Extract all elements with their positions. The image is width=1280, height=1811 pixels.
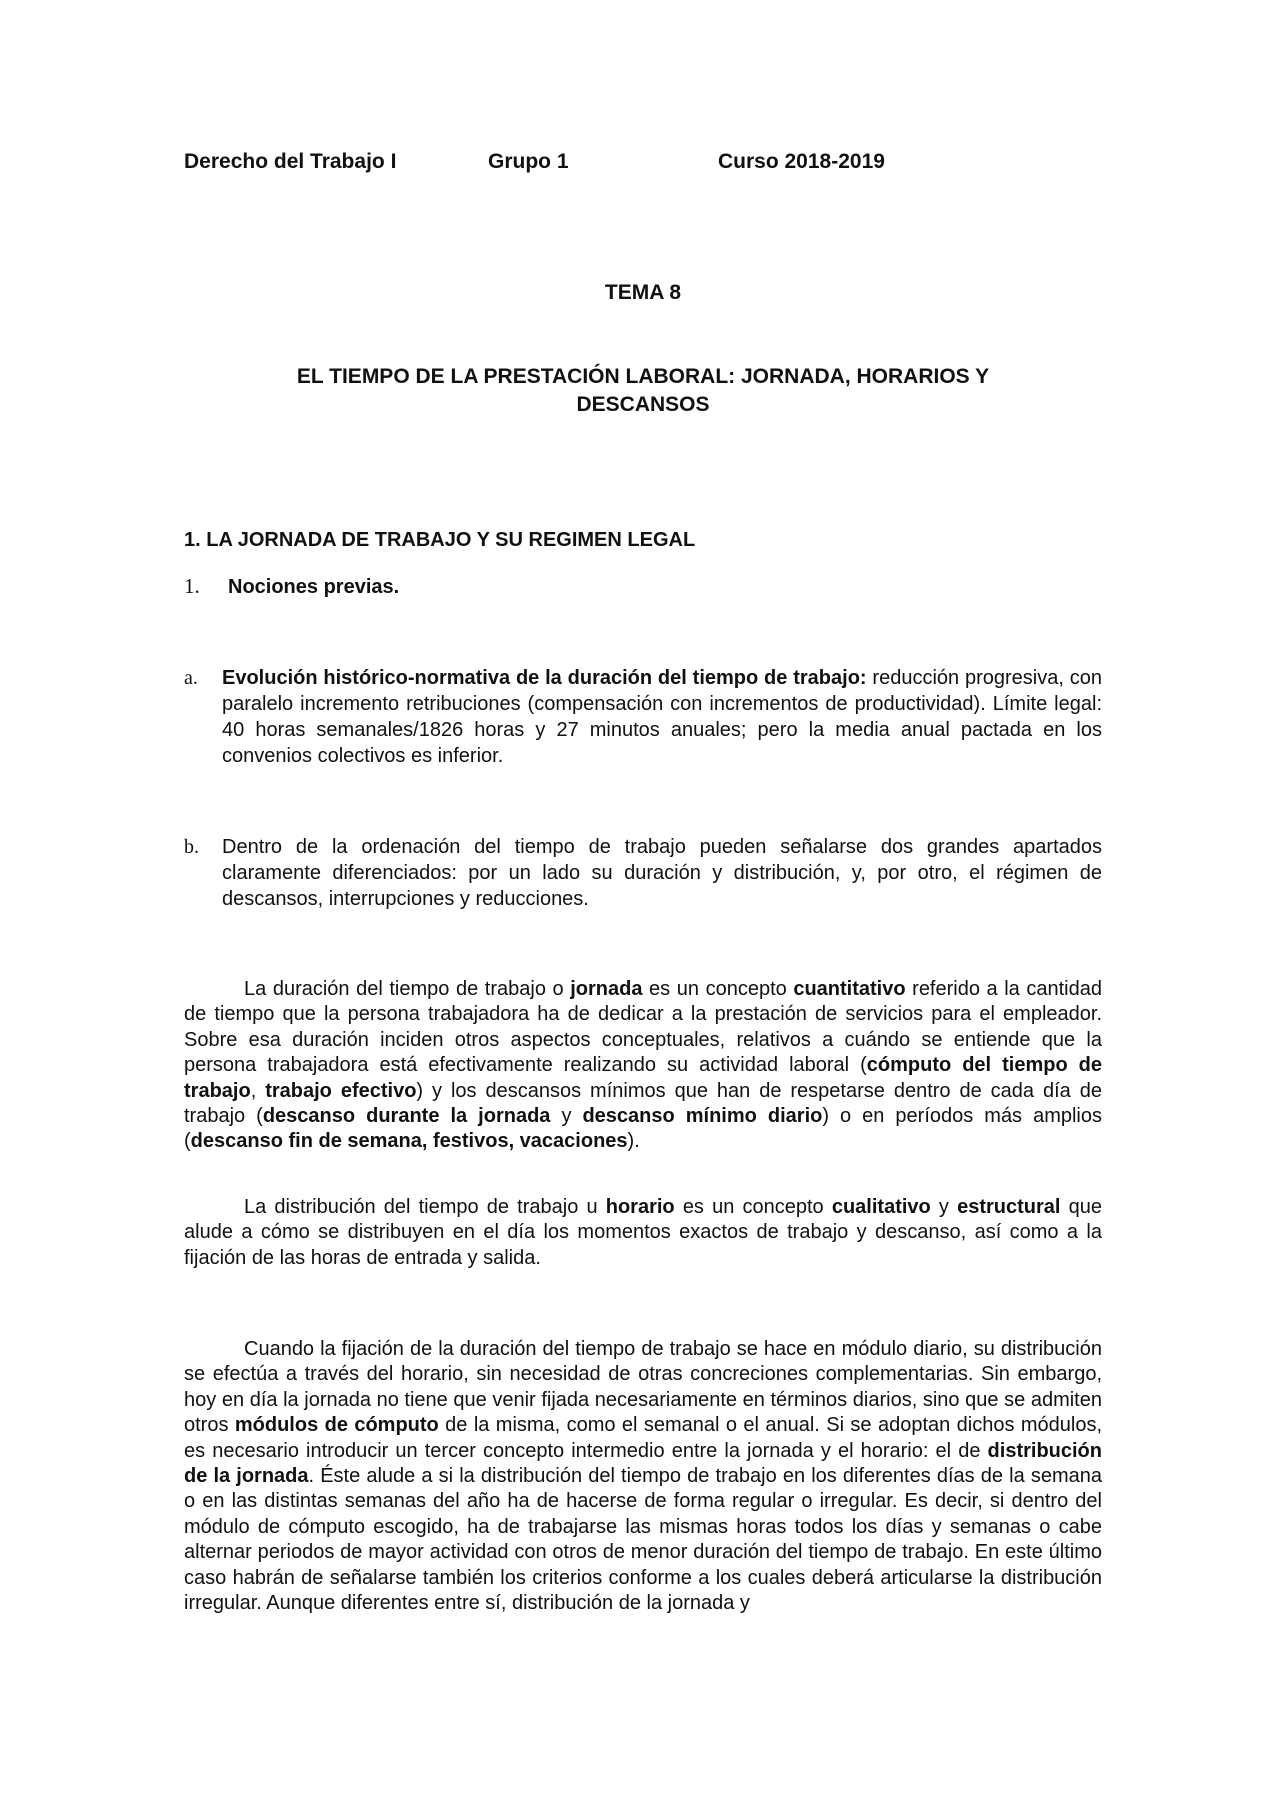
text-run: y (930, 1196, 958, 1218)
tema-heading: TEMA 8 (604, 281, 682, 304)
numbered-item-number: 1. (184, 574, 200, 598)
text-run: y (550, 1105, 583, 1128)
text-run: es un concepto (642, 978, 794, 1000)
list-item-a-rest: reducción progresiva, con paralelo incremento retribuciones (compensación con incrementos de productividad). Límite legal: 40 horas semanales/1826 horas y 27 minutos anuales; pero la media anual pactada en los convenios colectivos es inferior. (222, 667, 1102, 767)
bold-run: descanso fin de semana, festivos, vacaciones (190, 1130, 628, 1153)
document-page (184, 0, 1102, 1811)
bold-run: distribución de la jornada (184, 1439, 1102, 1488)
text-run: La duración del tiempo de trabajo o (244, 978, 571, 1000)
text-run: . Éste alude a si la distribución del tiempo de trabajo en los diferentes días de la semana o en las distintas semanas del año ha de hacerse de forma regular o irregular. Es decir, si dentro del módulo de cómputo escogido, ha de trabajarse las mismas horas todos los días y semanas o cabe alternar periodos de mayor actividad con otros de menor duración del tiempo de trabajo. En este último caso habrán de señalarse también los criterios conforme a los cuales deberá articularse la distribución irregular. Aunque diferentes entre sí, distribución de la jornada y (184, 1465, 1102, 1615)
document-title (184, 363, 1102, 419)
text-run: Cuando la fijación de la duración del tiempo de trabajo se hace en módulo diario, su distribución se efectúa a través del horario, sin necesidad de otras concreciones complementarias. Sin embargo, hoy en día la jornada no tiene que venir fijada necesariamente en términos diarios, sino que se admiten otros (184, 1338, 1102, 1437)
bold-run: módulos de cómputo (234, 1414, 439, 1437)
text-run: ). (627, 1130, 640, 1153)
bold-run: trabajo efectivo (265, 1079, 417, 1102)
text-run: de la misma, como el semanal o el anual. Si se adoptan dichos módulos, es necesario introducir un tercer concepto intermedio entre la jornada y el horario: el de (184, 1414, 1103, 1462)
header-group: Grupo 1 (488, 150, 569, 173)
list-item-a-lead: Evolución histórico-normativa de la duración del tiempo de trabajo: (222, 667, 867, 689)
numbered-item-text: Nociones previas. (228, 576, 400, 598)
paragraph-jornada (184, 977, 1102, 1155)
title-line-2: DESCANSOS (576, 393, 710, 416)
section-heading: 1. LA JORNADA DE TRABAJO Y SU REGIMEN LEGAL (184, 529, 696, 551)
bold-run: cuantitativo (793, 978, 906, 1000)
paragraph-distribucion (184, 1337, 1102, 1616)
text-run: ) y los descansos mínimos que han de respetarse dentro de cada día de trabajo ( (184, 1079, 1102, 1128)
bold-run: descanso mínimo diario (582, 1105, 823, 1128)
list-item-a (184, 665, 1102, 769)
text-run: referido a la cantidad de tiempo que la persona trabajadora ha de dedicar a la prestación de servicios para el empleador. Sobre esa duración inciden otros aspectos conceptuales, relativos a cuándo se entiende que la persona trabajadora está efectivamente realizando su actividad laboral ( (184, 978, 1102, 1077)
text-run: , (250, 1079, 266, 1102)
numbered-item (184, 574, 399, 599)
text-run: ) o en períodos más amplios ( (184, 1105, 1102, 1153)
text-run: La distribución del tiempo de trabajo u (244, 1196, 606, 1218)
text-run: que alude a cómo se distribuyen en el día los momentos exactos de trabajo y descanso, así como a la fijación de las horas de entrada y salida. (184, 1196, 1102, 1269)
bold-run: cualitativo (831, 1196, 931, 1218)
list-item-b (184, 834, 1102, 912)
bold-run: cómputo del tiempo de trabajo (184, 1054, 1102, 1102)
bold-run: horario (605, 1196, 675, 1218)
list-item-a-body (222, 665, 1102, 769)
bold-run: descanso durante la jornada (262, 1105, 551, 1128)
text-run: es un concepto (674, 1196, 832, 1218)
bold-run: estructural (957, 1196, 1061, 1218)
header-course: Derecho del Trabajo I (184, 150, 397, 173)
bold-run: jornada (570, 978, 643, 1000)
list-marker-a: a. (184, 667, 198, 689)
title-line-1: EL TIEMPO DE LA PRESTACIÓN LABORAL: JORNADA, HORARIOS Y (296, 365, 990, 388)
header-year: Curso 2018-2019 (718, 150, 885, 173)
list-marker-b: b. (184, 836, 199, 858)
paragraph-horario (184, 1195, 1102, 1271)
list-item-b-body: Dentro de la ordenación del tiempo de trabajo pueden señalarse dos grandes apartados claramente diferenciados: por un lado su duración y distribución, y, por otro, el régimen de descansos, interrupciones y reducciones. (222, 836, 1102, 910)
